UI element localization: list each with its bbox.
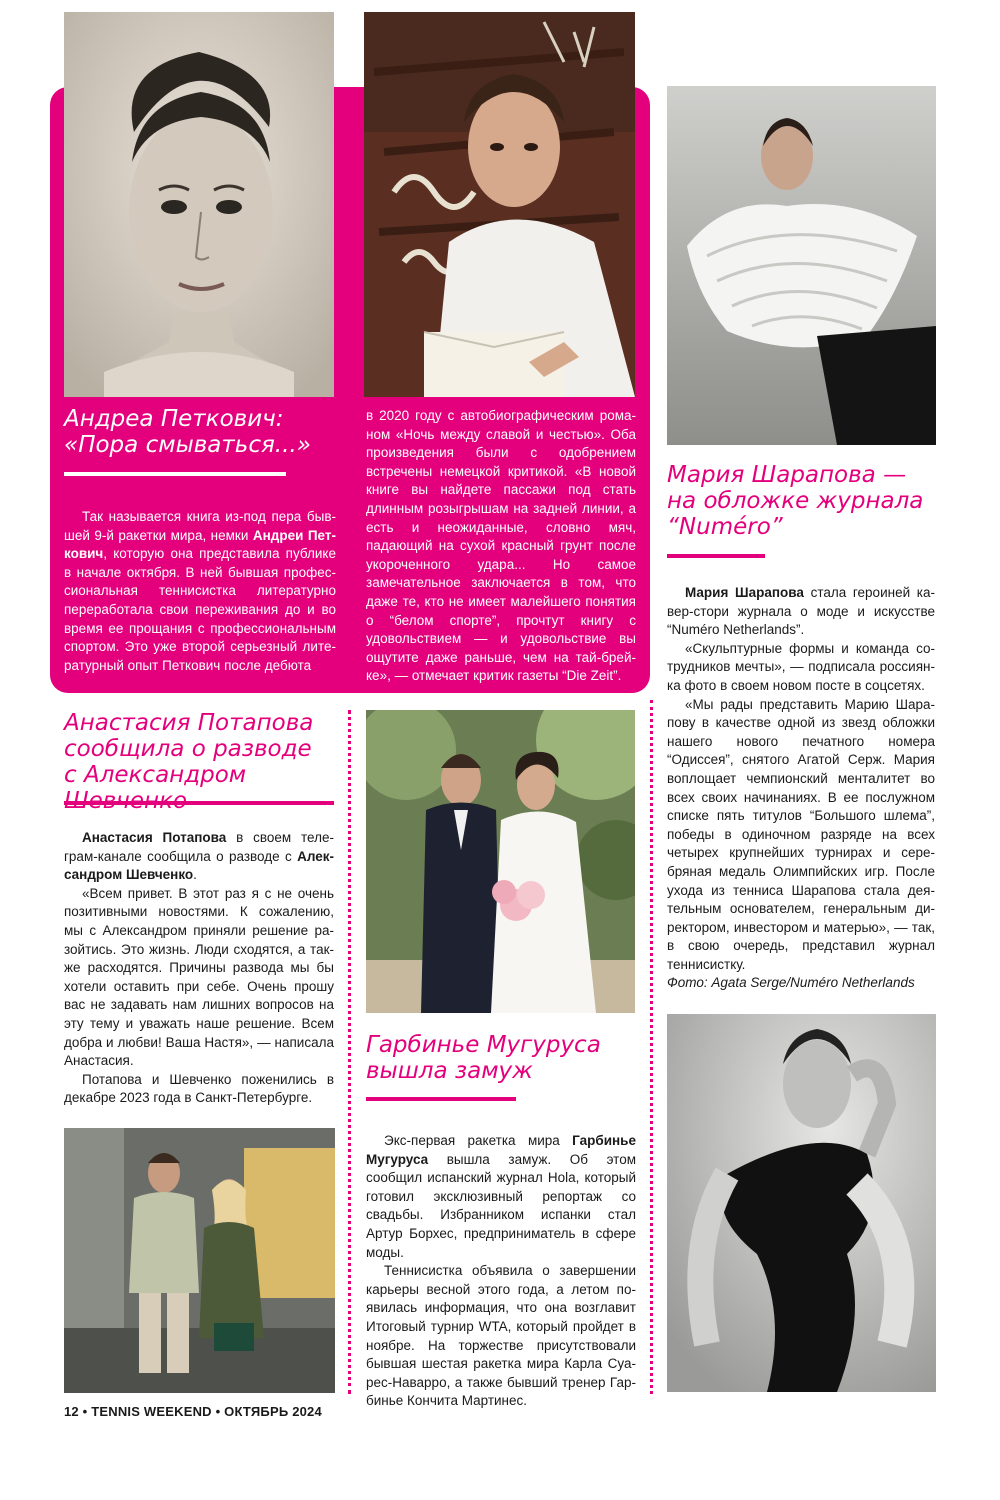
muguruza-text	[366, 1132, 636, 1411]
muguruza-headline	[366, 1032, 646, 1084]
potapova-headline-line: Анастасия Потапова	[64, 710, 314, 736]
bold-name: Александром Шевченко	[64, 848, 334, 883]
sharapova-headline-line: Мария Шарапова —	[667, 462, 907, 488]
photo-petkovic-portrait	[64, 12, 334, 397]
bold-name: Анастасия Потапова	[82, 830, 227, 845]
photo-potapova-shevchenko	[64, 1128, 335, 1393]
petkovic-headline-line: Андреа Петкович:	[64, 406, 284, 432]
column-divider-left	[348, 710, 351, 1394]
sharapova-headline-line: на обложке журнала	[667, 488, 924, 514]
photo-sharapova-white-dress	[667, 86, 936, 445]
bold-name: Мария Шарапова	[685, 585, 804, 600]
petkovic-headline-rule	[64, 472, 286, 476]
paragraph: Экс-первая ракетка мира Гарбинье Мугуруса вышла замуж. Об этом сообщил испанский журнал Hola, который готовил эксклюзивный репортаж со свадьбы. Избранником испанки стал Артур Борхес, предприниматель в сфере моды.	[366, 1133, 636, 1260]
potapova-text	[64, 829, 334, 1108]
bold-name: Андреи Петкович	[64, 527, 336, 562]
paragraph: Потапова и Шевченко поженились в декабре 2023 года в Санкт-Петербурге.	[64, 1071, 334, 1106]
petkovic-headline	[64, 406, 344, 458]
paragraph: Теннисистка объявила о завершении карьеры весной этого года, а летом появилась информация, что она возглавит Итоговый турнир WTA, который пройдет в ноябре. На торжестве присутствовали бывшая шестая ракетка мира Карла Суарес-Наварро, а также бывший тренер Гарбинье Кончита Мартинес.	[366, 1263, 636, 1409]
muguruza-headline-line: Гарбинье Мугуруса	[366, 1032, 601, 1058]
petkovic-headline-line: «Пора смываться...»	[64, 432, 311, 458]
photo-sharapova-black-dress	[667, 1014, 936, 1392]
muguruza-headline-line: вышла замуж	[366, 1058, 533, 1084]
sharapova-headline	[667, 462, 947, 540]
photo-muguruza-wedding	[366, 710, 635, 1013]
paragraph: «Скульптурные формы и команда сотрудников мечты», — подписала россиянка фото в своем новом посте в соцсетях.	[667, 640, 935, 693]
muguruza-headline-rule	[366, 1097, 516, 1101]
paragraph: «Мы рады представить Марию Шарапову в качестве одной из звезд обложки нашего нового печатного номера “Одиссея”, снятого Агатой Серж. Мария воплощает чемпионский менталитет во всех своих начинаниях. В ее послужном списке пять титулов “Большого шлема”, победы в одиночном разряде на всех четырех крупнейших турнирах и серебряная медаль Олимпийских игр. После ухода из тенниса Шарапова стала деятельным основателем, генеральным директором, инвестором и матерью», — так, в свою очередь, представил журнал теннисистку.	[667, 696, 935, 972]
bold-name: Гарбинье Мугуруса	[366, 1133, 636, 1167]
potapova-headline-rule	[64, 801, 334, 805]
paragraph: Так называется книга из-под пера бывшей 9-й ракетки мира, немки Андреи Петкович, которую она представила публике в начале октября. В ней бывшая профессиональная теннисистка литературно переработала свои переживания до и во время ее прощания с профессиональным спортом. Это уже второй серьезный литературный опыт Петкович после дебюта	[64, 509, 336, 673]
potapova-headline	[64, 710, 354, 814]
sharapova-headline-line: “Numéro”	[667, 514, 783, 540]
paragraph: «Всем привет. В этот раз я с не очень позитивными новостями. К сожалению, мы с Александром приняли решение разойтись. Это жизнь. Люди сходятся, а также расходятся. Причины развода мы бы хотели оставить при себе. Очень прошу вас не задавать нам лишних вопросов на эту тему и уважать наше решение. Всем добра и любви! Ваша Настя», — написала Анастасия.	[64, 885, 334, 1069]
potapova-headline-line: с Александром	[64, 762, 247, 788]
petkovic-text-col2	[366, 407, 636, 686]
paragraph: в 2020 году с автобиографическим романом «Ночь между славой и честью». Оба произведения были с одобрением встречены немецкой критикой. «В новой книге вы найдете пассажи под стать длинным розыгрышам на задней линии, а есть и неожиданные, словно мяч, падающий на сухой красный грунт после укороченного удара... Но самое замечательное заключается в том, что даже те, кто не имеет малейшего понятия о “белом спорте”, прочтут книгу с удовольствием — и удовольствие вы ощутите даже раньше, чем на тай-брейке», — отмечает критик газеты “Die Zeit”.	[366, 408, 636, 684]
sharapova-text	[667, 584, 935, 993]
sharapova-headline-rule	[667, 554, 765, 558]
page-footer: 12 • TENNIS WEEKEND • ОКТЯБРЬ 2024	[64, 1404, 322, 1419]
paragraph: Мария Шарапова стала героиней кавер-стори журнала о моде и искусстве “Numéro Netherlands”.	[667, 585, 936, 638]
potapova-headline-line: сообщила о разводе	[64, 736, 312, 762]
photo-credit: Фото: Agata Serge/Numéro Netherlands	[667, 975, 915, 991]
column-divider-right	[650, 700, 653, 1394]
photo-petkovic-book	[364, 12, 635, 397]
petkovic-text-col1	[64, 508, 336, 675]
paragraph: Анастасия Потапова в своем телеграм-канале сообщила о разводе с Александром Шевченко.	[64, 830, 334, 883]
